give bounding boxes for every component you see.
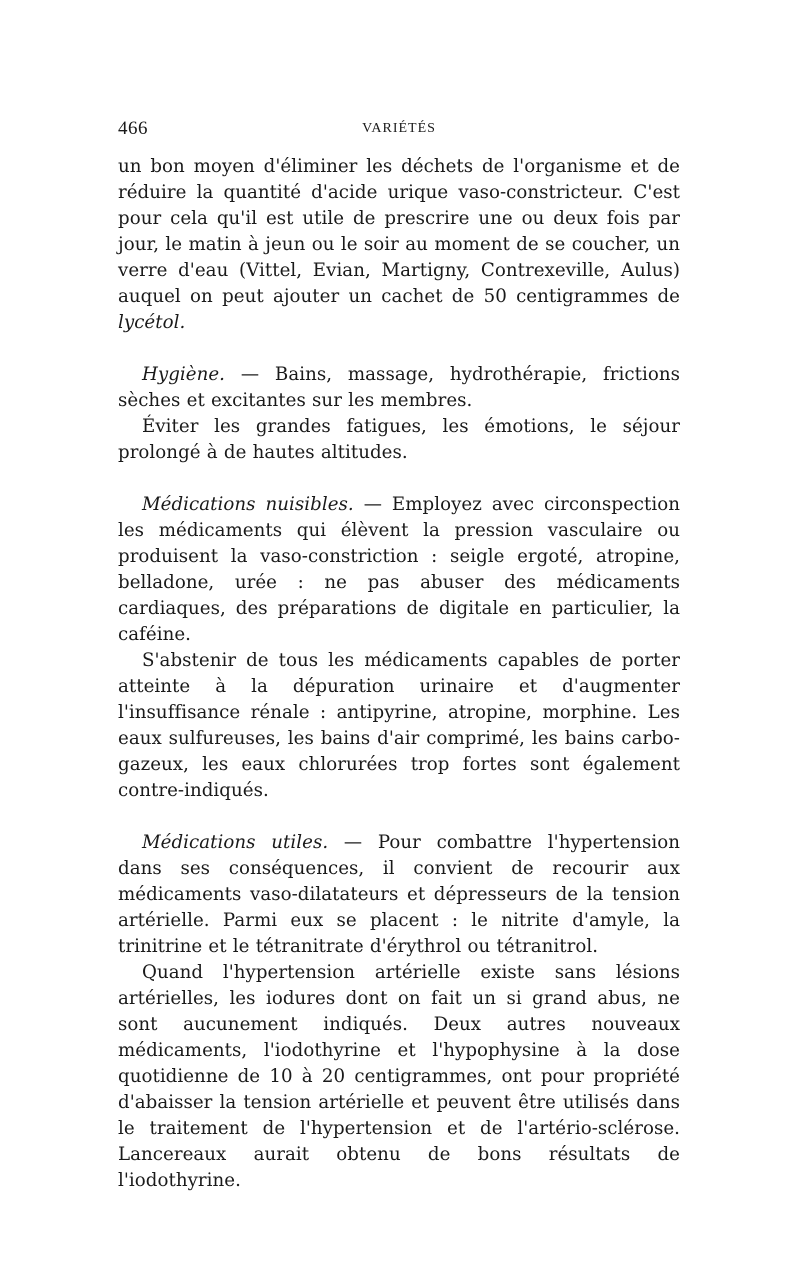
paragraph-text: Éviter les grandes fatigues, les émotions, le séjour prolongé à de hautes altitudes. <box>118 416 680 463</box>
page-number: 466 <box>118 118 148 139</box>
paragraph-avoid-fatigue <box>118 414 680 466</box>
paragraph-continuation <box>118 154 680 336</box>
paragraph-text: un bon moyen d'éliminer les déchets de l'organisme et de réduire la quantité d'acide urique vaso-constricteur. C'est pour cela qu'il est utile de prescrire une ou deux fois par jour, le matin à jeun ou le soir au moment de se coucher, un verre d'eau (Vittel, Evian, Martigny, Contrexeville, Aulus) auquel on peut ajouter un cachet de 50 centigrammes de <box>118 156 680 307</box>
paragraph-hygiene <box>118 362 680 414</box>
paragraph-hypertension <box>118 960 680 1194</box>
section-heading-hygiene: Hygiène. <box>142 364 226 385</box>
paragraph-text: S'abstenir de tous les médicaments capables de porter atteinte à la dépuration urinaire et d'augmenter l'insuffisance rénale : antipyrine, atropine, morphine. Les eaux sulfureuses, les bains d'air comprimé, les bains carbo-gazeux, les eaux chlorurées trop fortes sont également contre-indiqués. <box>118 650 680 801</box>
paragraph-text: — Pour combattre l'hypertension dans ses conséquences, il convient de recourir aux médicaments vaso-dilatateurs et dépresseurs de la tension artérielle. Parmi eux se placent : le nitrite d'amyle, la trinitrine et le tétranitrate d'érythrol ou tétranitrol. <box>118 832 680 957</box>
book-page <box>118 118 680 1194</box>
paragraph-harmful-medications <box>118 492 680 648</box>
paragraph-text: — Bains, massage, hydrothérapie, frictions sèches et excitantes sur les membres. <box>118 364 680 411</box>
page-header <box>118 118 680 154</box>
paragraph-text: — Employez avec circonspection les médicaments qui élèvent la pression vasculaire ou produisent la vaso-constriction : seigle ergoté, atropine, belladone, urée : ne pas abuser des médicaments cardiaques, des préparations de digitale en particulier, la caféine. <box>118 494 681 645</box>
drug-name-italic: lycétol. <box>118 312 186 333</box>
paragraph-text: Quand l'hypertension artérielle existe sans lésions artérielles, les iodures dont on fait un si grand abus, ne sont aucunement indiqués. Deux autres nouveaux médicaments, l'iodothyrine et l'hypophysine à la dose quotidienne de 10 à 20 centigrammes, ont pour propriété d'abaisser la tension artérielle et peuvent être utilisés dans le traitement de l'hypertension et de l'artério-sclérose. Lancereaux aurait obtenu de bons résultats de l'iodothyrine. <box>118 962 680 1191</box>
section-heading-useful-medications: Médications utiles. <box>142 832 329 853</box>
running-head: VARIÉTÉS <box>362 121 436 136</box>
paragraph-abstain <box>118 648 680 804</box>
paragraph-useful-medications <box>118 830 680 960</box>
section-heading-harmful-medications: Médications nuisibles. <box>142 494 354 515</box>
